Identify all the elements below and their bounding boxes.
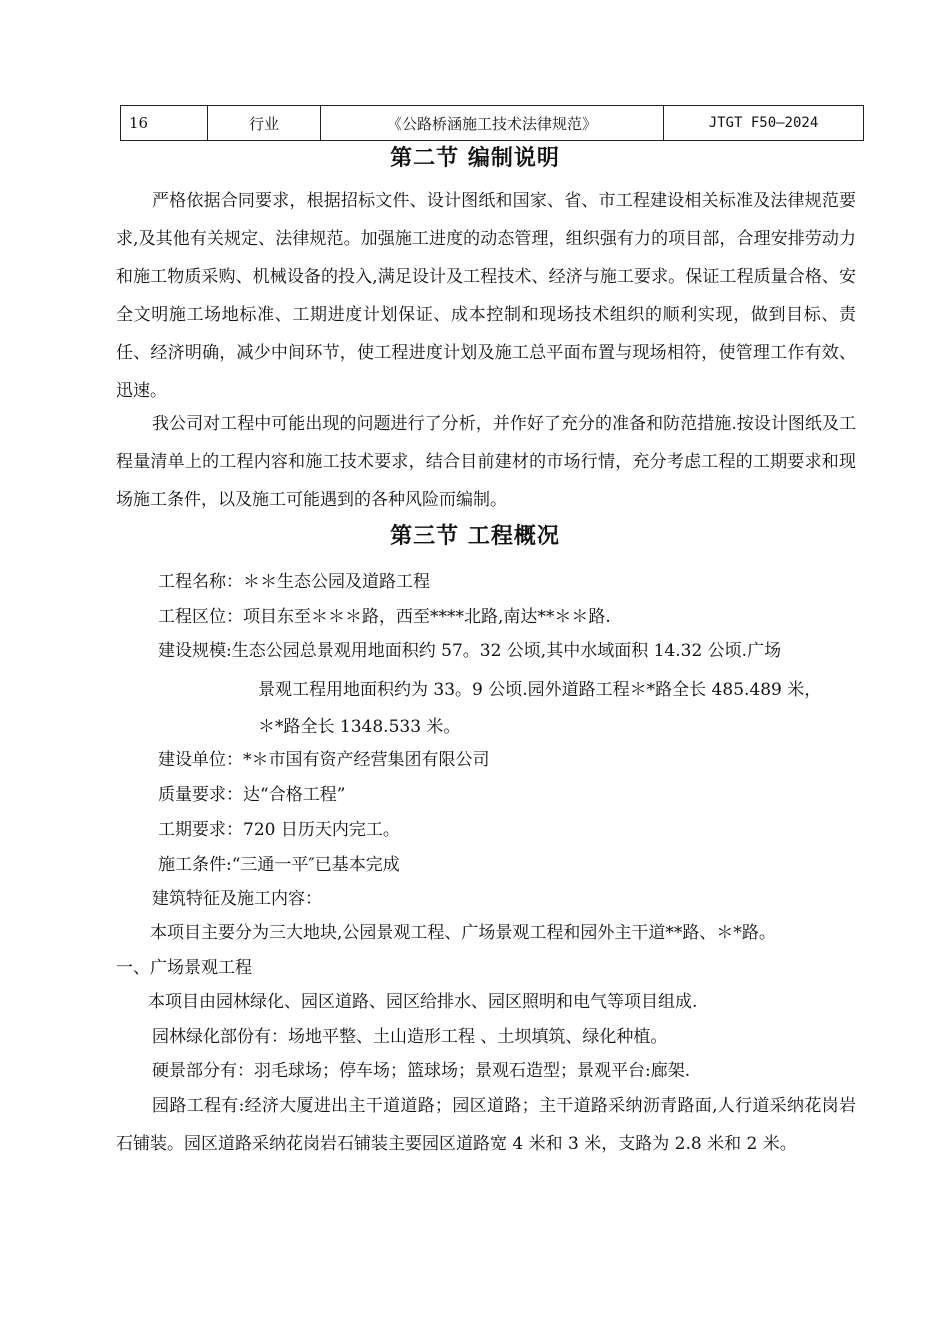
quality-requirement: 质量要求：达“合格工程” (158, 785, 346, 805)
project-owner: 建设单位：*＊市国有资产经营集团有限公司 (158, 750, 490, 770)
row-standard-code: JTGT F50—2024 (664, 106, 864, 141)
project-scale-line-1: 建设规模:生态公园总景观用地面积约 57。32 公顷,其中水域面积 14.32 公顷.广场 (158, 641, 782, 661)
row-number: 16 (121, 106, 208, 141)
project-components: 本项目由园林绿化、园区道路、园区给排水、园区照明和电气等项目组成. (148, 992, 698, 1012)
subsection-1-title: 一、广场景观工程 (116, 958, 252, 978)
project-name: 工程名称：＊＊生态公园及道路工程 (158, 572, 430, 592)
row-category: 行业 (208, 106, 321, 141)
hardscape-items: 硬景部分有：羽毛球场；停车场；篮球场；景观石造型；景观平台:廊架. (152, 1061, 691, 1081)
period-requirement: 工期要求：720 日历天内完工。 (158, 820, 400, 840)
section2-paragraph-2: 我公司对工程中可能出现的问题进行了分析，并作好了充分的准备和防范措施.按设计图纸及工程量清单上的工程内容和施工技术要求，结合目前建材的市场行情，充分考虑工程的工期要求和现场施工条件，以及施工可能遇到的各种风险而编制。 (116, 414, 856, 510)
project-scale-line-3: ＊*路全长 1348.533 米。 (258, 717, 461, 737)
building-features: 建筑特征及施工内容： (152, 889, 322, 909)
project-composition-summary: 本项目主要分为三大地块,公园景观工程、广场景观工程和园外主干道**路、＊*路。 (150, 923, 776, 943)
section2-paragraph-1: 严格依据合同要求，根据招标文件、设计图纸和国家、省、市工程建设相关标准及法律规范要求,及其他有关规定、法律规范。加强施工进度的动态管理，组织强有力的项目部，合理安排劳动力和施工物质采购、机械设备的投入,满足设计及工程技术、经济与施工要求。保证工程质量合格、安全文明施工场地标准、工期进度计划保证、成本控制和现场技术组织的顺利实现，做到目标、责任、经济明确，减少中间环节，使工程进度计划及施工总平面布置与现场相符，使管理工作有效、迅速。 (116, 191, 856, 401)
road-works-paragraph: 园路工程有:经济大厦进出主干道道路；园区道路；主干道路采纳沥青路面,人行道采纳花岗岩石铺装。园区道路采纳花岗岩石铺装主要园区道路宽 4 米和 3 米，支路为 2.8 米和 2 米。 (116, 1096, 856, 1154)
project-location: 工程区位：项目东至＊＊＊路，西至****北路,南达**＊＊路. (158, 607, 611, 627)
row-standard-name: 《公路桥涵施工技术法律规范》 (321, 106, 664, 141)
table-row (121, 106, 864, 141)
project-scale-line-2: 景观工程用地面积约为 33。9 公顷.园外道路工程＊*路全长 485.489 米， (258, 680, 822, 700)
section2-title: 第二节 编制说明 (390, 146, 560, 171)
section3-title: 第三节 工程概况 (390, 524, 560, 549)
construction-conditions: 施工条件:“三通一平″已基本完成 (158, 855, 400, 875)
standards-table (120, 105, 864, 141)
landscaping-items: 园林绿化部份有：场地平整、土山造形工程 、土坝填筑、绿化种植。 (152, 1027, 668, 1047)
